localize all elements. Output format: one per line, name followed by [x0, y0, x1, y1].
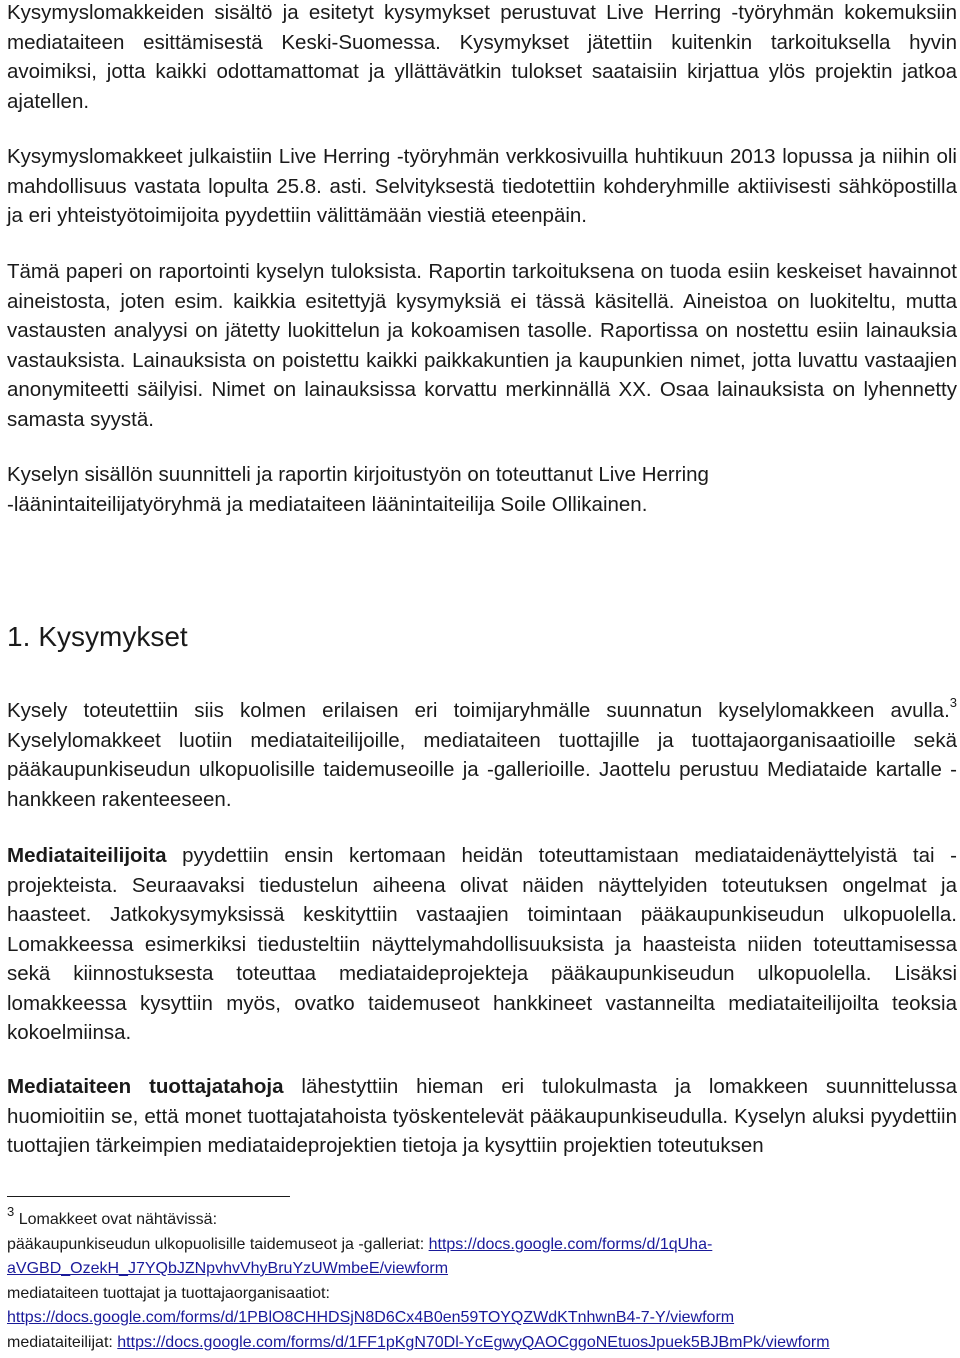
- author-paragraph: [7, 460, 957, 519]
- body-paragraph-3: [7, 1072, 957, 1161]
- body-paragraph-1-rest: Kyselylomakkeet luotiin mediataiteilijoille, mediataiteen tuottajille ja tuottajaorganisaatioille sekä pääkaupunkiseudun ulkopuolisille taidemuseoille ja -gallerioille. Jaottelu perustuu Mediataide kartalle -hankkeen rakenteeseen.: [7, 728, 957, 811]
- footnote-line-artists: [7, 1331, 957, 1356]
- footnote-line-producers: [7, 1306, 957, 1331]
- body-paragraph-1-text: Kysely toteutettiin siis kolmen erilaisen eri toimijaryhmälle suunnatun kyselylomakkeen avulla.: [7, 699, 950, 722]
- footnote-artists-label: mediataiteilijat:: [7, 1333, 118, 1351]
- body-paragraph-2-text: pyydettiin ensin kertomaan heidän toteuttamistaan mediataidenäyttelyistä tai -projekteista. Seuraavaksi tiedustelun aiheena olivat näiden näyttelyiden toteutuksen ongelmat ja haasteet. Jatkokysymyksissä keskityttiin vastaajien toimintaan pääkaupunkiseudun ulkopuolella. Lomakkeessa esimerkiksi tiedusteltiin näyttelymahdollisuuksista ja haasteista niiden toteuttamisessa sekä kiinnostuksesta toteuttaa mediataideprojekteja pääkaupunkiseudun ulkopuolella. Lisäksi lomakkeessa kysyttiin myös, ovatko taidemuseot hankkineet vastanneilta mediataiteilijoilta teoksia kokoelmiinsa.: [7, 844, 957, 1044]
- section-title: Kysymykset: [38, 621, 188, 652]
- footnote-divider: [7, 1196, 290, 1197]
- body-paragraph-1: [7, 696, 957, 814]
- section-number: 1.: [7, 621, 31, 652]
- artists-form-link[interactable]: https://docs.google.com/forms/d/1FF1pKgN70Dl-YcEgwyQAOCggoNEtuosJpuek5BJBmPk/viewform: [117, 1333, 830, 1351]
- mediataiteilijoita-term: Mediataiteilijoita: [7, 844, 167, 867]
- footnote-line-museums-cont: [7, 1257, 957, 1282]
- museums-form-link-cont[interactable]: aVGBD_OzekH_J7YQbJZNpvhvVhyBruYzUWmbeE/viewform: [7, 1260, 449, 1277]
- museums-form-link[interactable]: https://docs.google.com/forms/d/1qUha-: [428, 1235, 713, 1253]
- producers-form-link[interactable]: https://docs.google.com/forms/d/1PBlO8CHHDSjN8D6Cx4B0en59TOYQZWdKTnhwnB4-7-Y/viewform: [7, 1309, 735, 1326]
- footnote-reference[interactable]: 3: [949, 695, 957, 711]
- footnote-intro-line: [7, 1203, 957, 1233]
- intro-paragraph-2: Kysymyslomakkeet julkaistiin Live Herring -työryhmän verkkosivuilla huhtikuun 2013 lopussa ja niihin oli mahdollisuus vastata lopulta 25.8. asti. Selvityksestä tiedotettiin kohderyhmille aktiivisesti sähköpostilla ja eri yhteistyötoimijoita pyydettiin välittämään viestiä eteenpäin.: [7, 145, 957, 227]
- author-line-1: Kyselyn sisällön suunnitteli ja raportin kirjoitustyön on toteuttanut Live Herring: [7, 463, 709, 486]
- footnote-intro: Lomakkeet ovat nähtävissä:: [18, 1211, 218, 1228]
- footnote-number: 3: [7, 1203, 15, 1219]
- footnote-line-museums: [7, 1233, 957, 1258]
- intro-paragraph-3: Tämä paperi on raportointi kyselyn tuloksista. Raportin tarkoituksena on tuoda esiin keskeiset havainnot aineistosta, joten esim. kaikkia esitettyjä kysymyksiä ei tässä käsitellä. Aineistoa on luokiteltu, mutta vastausten analyysi on jätetty luokittelun ja kokoamisen tasolle. Raportissa on nostettu esiin lainauksia vastauksista. Lainauksista on poistettu kaikki paikkakuntien ja kaupunkien nimet, jotta luvattu vastaajien anonymiteetti säilyisi. Nimet on lainauksissa korvattu merkinnällä XX. Osaa lainauksista on lyhennetty samasta syystä.: [7, 260, 957, 431]
- author-line-2: -läänintaiteilijatyöryhmä ja mediataiteen läänintaiteilija Soile Ollikainen.: [7, 492, 648, 516]
- body-paragraph-3-text: lähestyttiin hieman eri tulokulmasta ja lomakkeen suunnittelussa huomioitiin se, että monet tuottajatahoista työskentelevät pääkaupunkiseudulla. Kyselyn aluksi pyydettiin tuottajien tärkeimpien mediataideprojektien tietoja ja kysyttiin projektien toteutuksen: [7, 1075, 957, 1157]
- body-paragraph-2: [7, 841, 957, 1048]
- footnote: [7, 1203, 957, 1355]
- intro-paragraph-1: Kysymyslomakkeiden sisältö ja esitetyt kysymykset perustuvat Live Herring -työryhmän kokemuksiin mediataiteen esittämisestä Keski-Suomessa. Kysymykset jätettiin kuitenkin tarkoituksella hyvin avoimiksi, jotta kaikki odottamattomat ja yllättävätkin tulokset saataisiin kirjattua ylös projektin jatkoa ajatellen.: [7, 1, 957, 113]
- footnote-producers-label: mediataiteen tuottajat ja tuottajaorganisaatiot:: [7, 1284, 330, 1302]
- section-heading: [7, 619, 188, 655]
- footnote-museums-label: pääkaupunkiseudun ulkopuolisille taidemuseot ja -galleriat:: [7, 1235, 429, 1253]
- tuottajatahoja-term: Mediataiteen tuottajatahoja: [7, 1075, 284, 1098]
